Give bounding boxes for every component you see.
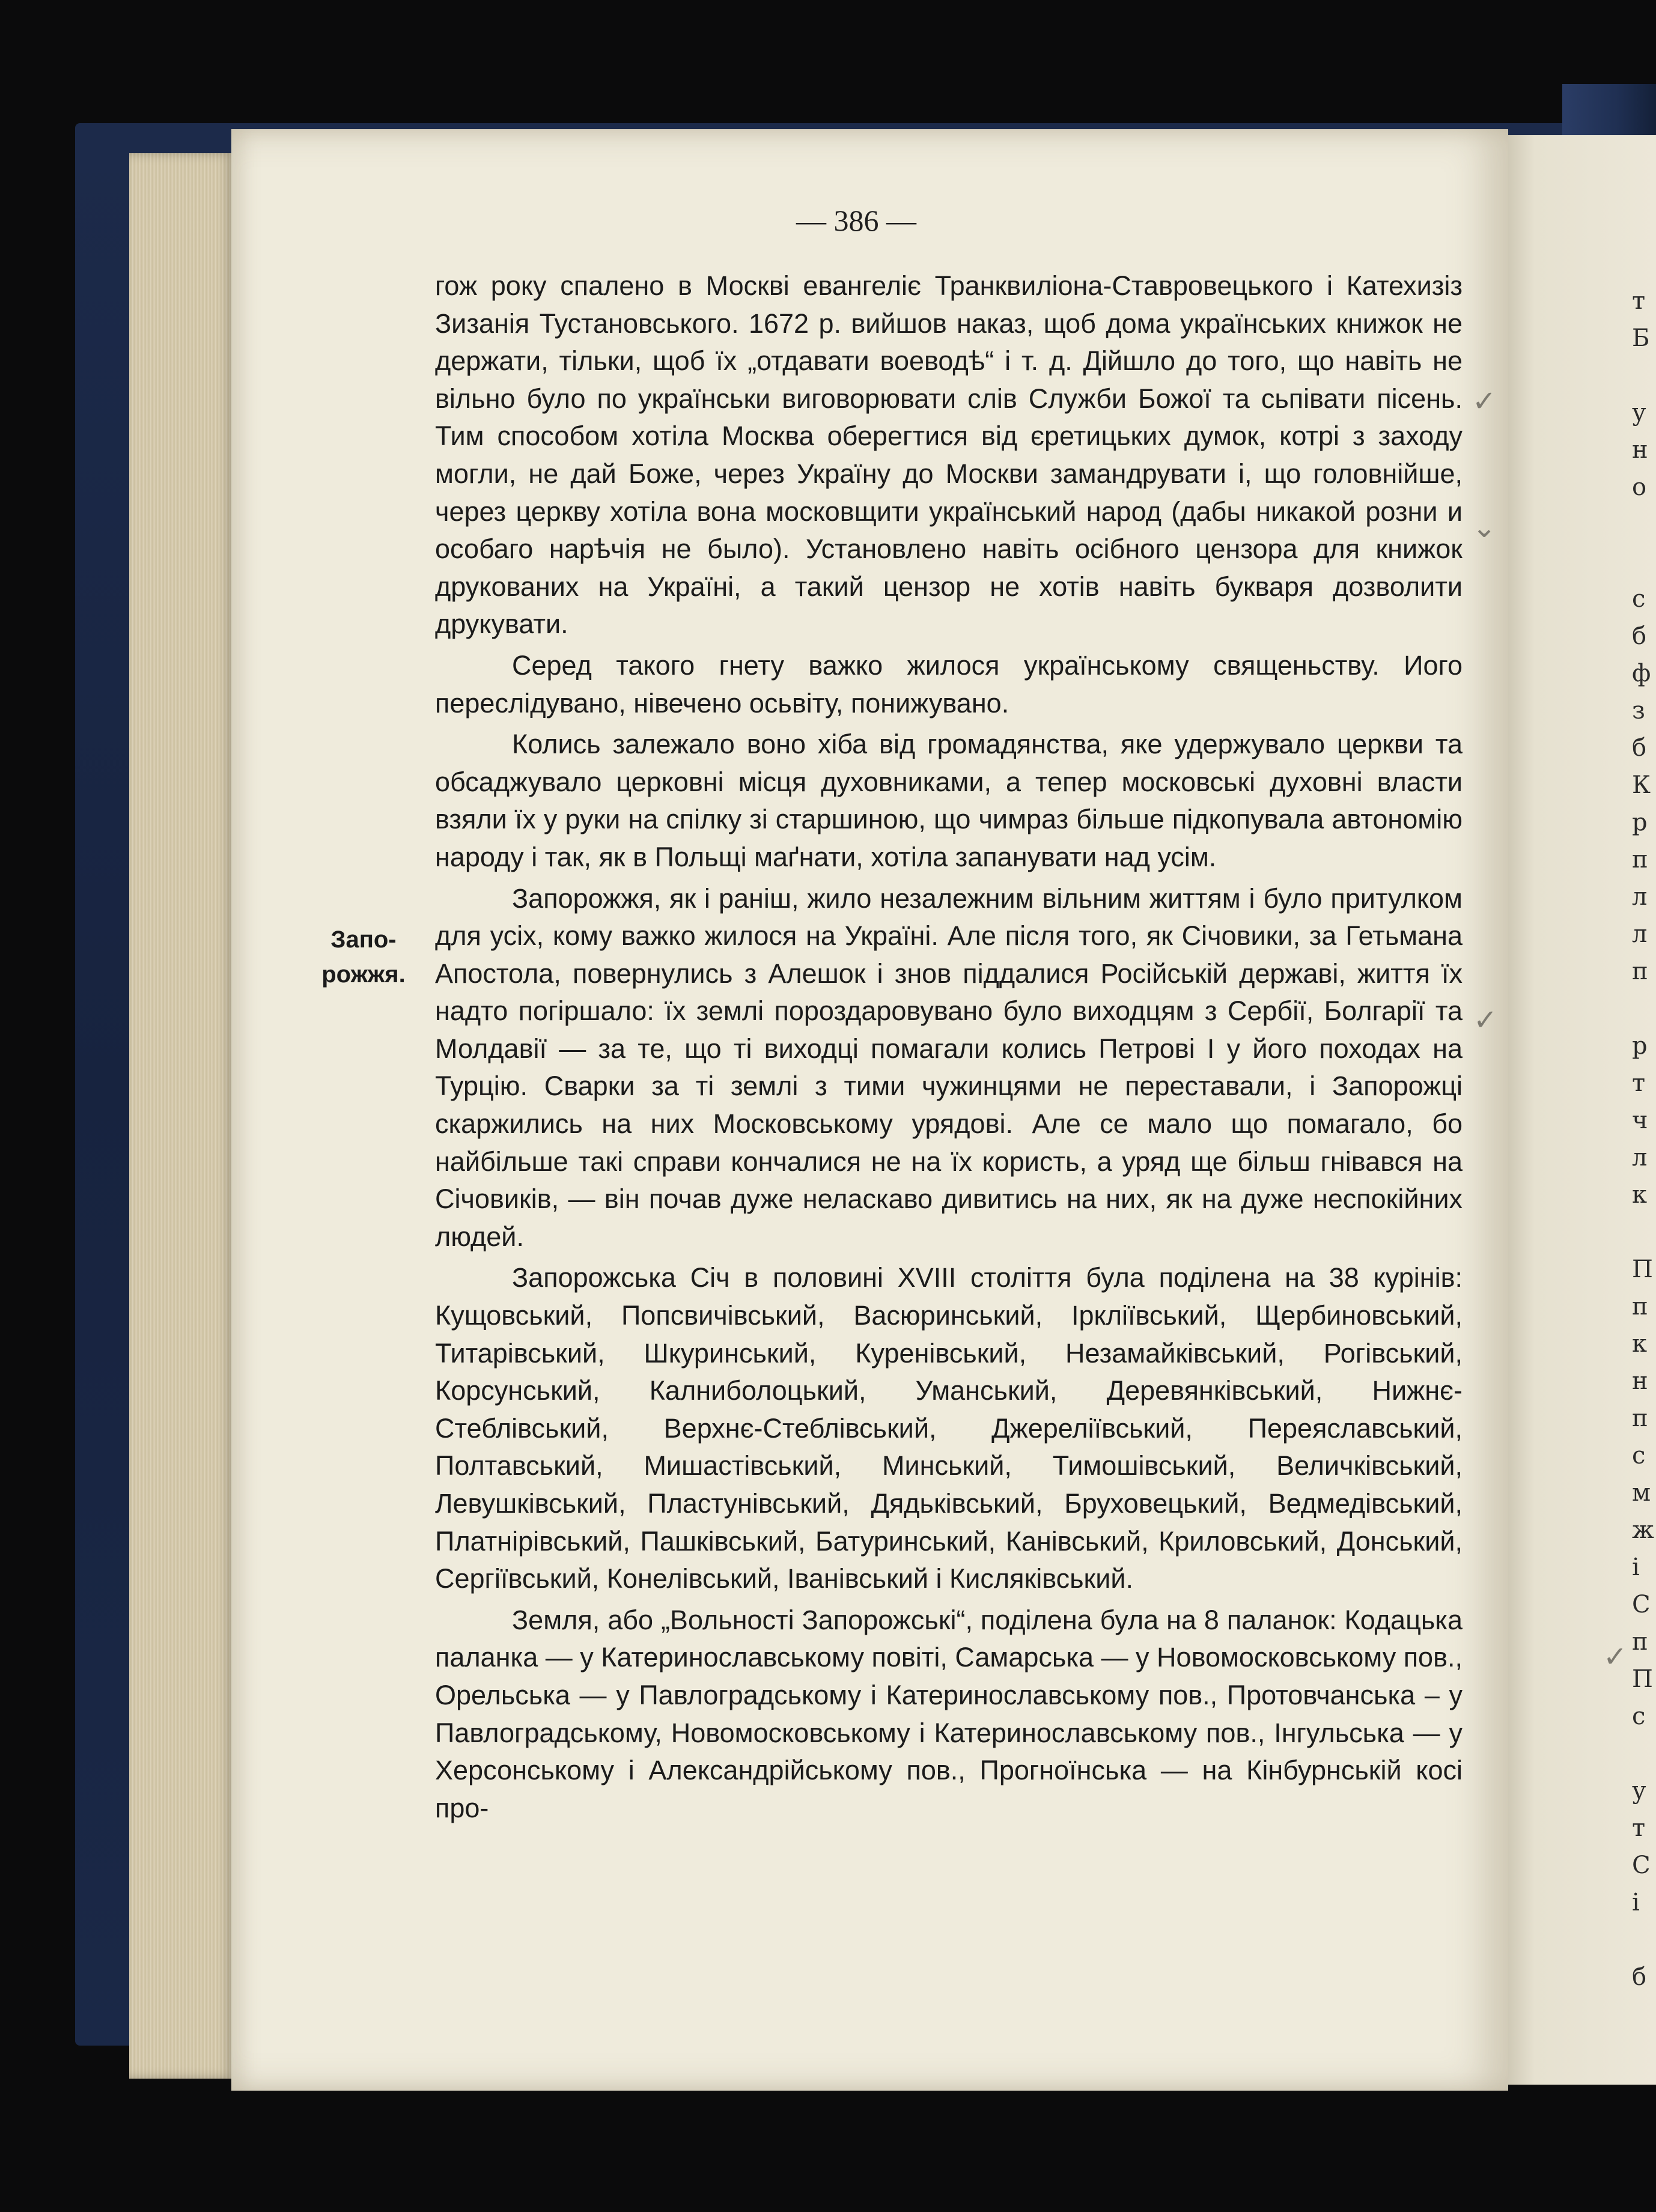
margin-note-line: рожжя. bbox=[321, 961, 406, 988]
next-page-letter: П bbox=[1632, 1256, 1653, 1283]
next-page-letter: т bbox=[1632, 1069, 1646, 1097]
paragraph: Запорожська Січ в половині XVIII століття була поділена на 38 курінів: Кущовський, Попсвичівський, Васюринський, Іркліївський, Щербиновський, Титарівський, Шкуринський, Куренівський, Незамайківський, Рогівський, Корсунський, Калниболоцький, Уманський, Деревянківський, Нижнє-Стеблівський, Верхнє-Стеблівський, Джереліївський, Переяславський, Полтавський, Мишастівський, Минський, Тимошівський, Величківський, Левушківський, Пластунівський, Дядьківський, Бруховецький, Ведмедівський, Платнірівський, Пашківський, Батуринський, Канівський, Криловський, Донський, Сергіївський, Конелівський, Іванівський і Кисляківський. bbox=[435, 1262, 1463, 1594]
paragraph: гож року спалено в Москві евангеліє Транквиліона-Ставровецького і Катехизіз Зизанія Тустановського. 1672 р. вийшов наказ, щоб дома українських книжок не держати, тільки, щоб їх „отдавати воеводѣ“ і т. д. Дійшло до того, що навіть не вільно було по українськи виговорювати слів Служби Божої та сьпівати пісень. Тим способом хотіла Москва оберегтися від єретицьких думок, котрі з заходу могли, не дай Боже, через Україну до Москви замандрувати і, що головнійше, через церкву хотіла вона московщити український народ (дабы никакой розни и особаго нарѣчія не было). Установлено навіть осібного цензора для книжок друкованих на Україні, а такий цензор не хотів навіть букваря дозволити друкувати. bbox=[435, 270, 1463, 640]
next-page-letter bbox=[1632, 1214, 1656, 1251]
next-page-letter: о bbox=[1632, 473, 1647, 501]
next-page-letter: л bbox=[1632, 1144, 1648, 1171]
next-page-letter: с bbox=[1632, 585, 1646, 613]
next-page-letter: ж bbox=[1632, 1516, 1654, 1544]
next-page-letter: п bbox=[1632, 1405, 1648, 1432]
next-page-letter: л bbox=[1632, 920, 1648, 948]
pencil-mark: ⌄ bbox=[1472, 511, 1497, 544]
next-page-letter bbox=[1632, 1921, 1656, 1958]
next-page-letter: С bbox=[1632, 1591, 1651, 1618]
next-page-letter: у bbox=[1632, 399, 1646, 427]
next-page-letter: к bbox=[1632, 1181, 1647, 1209]
next-page-letters bbox=[1632, 282, 1656, 1996]
next-page-letter: п bbox=[1632, 958, 1648, 985]
next-page-letter bbox=[1632, 357, 1656, 394]
pencil-check-mark: ✓ bbox=[1603, 1640, 1628, 1674]
next-page-letter: р bbox=[1632, 809, 1648, 836]
page-edges bbox=[129, 153, 234, 2079]
paragraph: Серед такого гнету важко жилося українському священьству. Иого переслідувано, нівечено осьвіту, понижувано. bbox=[435, 649, 1463, 719]
next-page-letter: п bbox=[1632, 1628, 1648, 1656]
next-page-letter bbox=[1632, 506, 1656, 543]
next-page-letter: р bbox=[1632, 1032, 1648, 1060]
next-page-letter: П bbox=[1632, 1665, 1653, 1693]
next-page-letter: п bbox=[1632, 1293, 1648, 1320]
next-page-letter: ф bbox=[1632, 660, 1651, 687]
pencil-check-mark: ✓ bbox=[1472, 384, 1497, 418]
next-page-letter: п bbox=[1632, 846, 1648, 874]
page-body-text bbox=[435, 267, 1463, 1827]
next-page-letter: т bbox=[1632, 1814, 1646, 1842]
next-page-letter bbox=[1632, 1735, 1656, 1772]
next-page-letter: с bbox=[1632, 1442, 1646, 1469]
next-page-letter: с bbox=[1632, 1703, 1646, 1730]
next-page-letter bbox=[1632, 543, 1656, 580]
next-page-letter: б bbox=[1632, 734, 1647, 762]
next-page-letter: С bbox=[1632, 1852, 1651, 1879]
next-page-letter: з bbox=[1632, 697, 1645, 725]
pencil-check-mark: ✓ bbox=[1473, 1003, 1498, 1037]
next-page-letter: н bbox=[1632, 1367, 1648, 1395]
next-page-letter: і bbox=[1632, 1889, 1640, 1916]
next-page-letter: ч bbox=[1632, 1107, 1648, 1134]
next-page-letter: б bbox=[1632, 1963, 1647, 1991]
next-page-letter: К bbox=[1632, 771, 1651, 799]
next-page-letter: і bbox=[1632, 1554, 1640, 1581]
next-page-letter: м bbox=[1632, 1479, 1651, 1507]
margin-note bbox=[318, 922, 409, 992]
next-page-letter: н bbox=[1632, 436, 1648, 464]
next-page-letter: т bbox=[1632, 287, 1646, 315]
next-page-letter: у bbox=[1632, 1777, 1646, 1805]
paragraph: Земля, або „Вольності Запорожські“, поділена була на 8 паланок: Кодацька паланка — у Катеринославському повіті, Самарська — у Новомосковському пов., Орельська — у Павлоградському і Катеринославському пов., Протовчанська – у Павлоградському, Новомосковському і Катеринославському пов., Інгульська — у Херсонському і Александрійському пов., Прогноїнська — на Кінбурнській косі про- bbox=[435, 1604, 1463, 1823]
next-page-letter: Б bbox=[1632, 324, 1650, 352]
next-page-letter bbox=[1632, 990, 1656, 1027]
next-page-letter: б bbox=[1632, 622, 1647, 650]
paragraph: Запорожжя, як і раніш, жило незалежним вільним життям і було притулком для усіх, кому важко жилося на Україні. Але після того, як Січовики, за Гетьмана Апостола, повернулись з Алешок і знов піддалися Російській державі, життя їх надто погіршало: їх землі пороздаровувано було виходцям з Сербії, Болгарії та Молдавії — за те, що ті виходці помагали колись Петрові І у його походах на Турцію. Сварки за ті землі з тими чужинцями не переставали, і Запорожці скаржились на них Московському урядові. Але се мало що помагало, бо найбільше такі справи кончалися не на їх користь, а уряд ще більш гнівався на Січовиків, — він почав дуже неласкаво дивитись на них, як на дуже неспокійних людей. bbox=[435, 883, 1463, 1252]
paragraph: Колись залежало воно хіба від громадянства, яке удержувало церкви та обсаджувало церковні місця духовниками, а тепер московські духовні власти взяли їх у руки на спілку зі старшиною, що чимраз більше підкопувала автономію народу і так, як в Польщі маґнати, хотіла запанувати над усім. bbox=[435, 729, 1463, 872]
next-page-letter: л bbox=[1632, 883, 1648, 911]
margin-note-line: Запо- bbox=[330, 926, 397, 953]
next-page-letter: к bbox=[1632, 1330, 1647, 1358]
page-number: — 386 — bbox=[796, 204, 916, 237]
